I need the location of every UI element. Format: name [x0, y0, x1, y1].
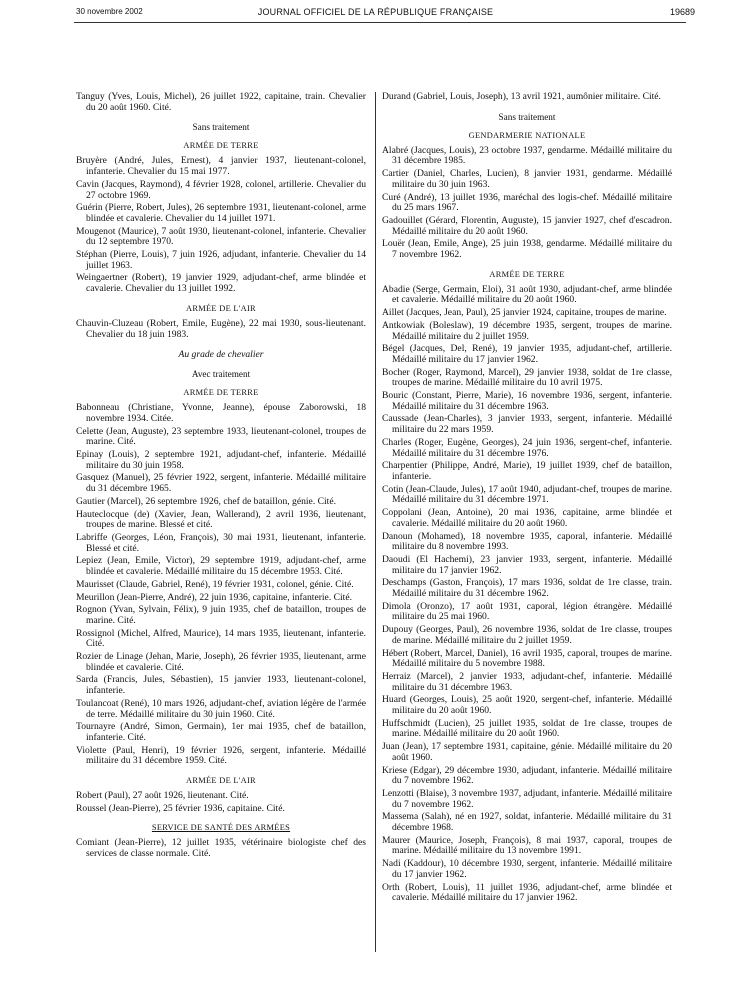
list-item: Nadi (Kaddour), 10 décembre 1930, sergent, infanterie. Médaillé militaire du 17 janvier 1962. [382, 858, 672, 880]
list-item: Abadie (Serge, Germain, Eloi), 31 août 1930, adjudant-chef, arme blindée et cavalerie. Médaillé militaire du 20 août 1960. [382, 283, 672, 306]
list-item: Antkowiak (Boleslaw), 19 décembre 1935, sergent, troupes de marine. Médaillé militaire du 2 juillet 1959. [382, 319, 672, 342]
list-item: Cotin (Jean-Claude, Jules), 17 août 1940, adjudant-chef, troupes de marine. Médaillé militaire du 31 décembre 1971. [382, 483, 672, 506]
list-item: Bocher (Roger, Raymond, Marcel), 29 janvier 1938, soldat de 1re classe, troupes de marine. Médaillé militaire du 10 avril 1975. [382, 366, 672, 389]
list-item: Cavin (Jacques, Raymond), 4 février 1928, colonel, artillerie. Chevalier du 27 octobre 1969. [76, 178, 366, 201]
list-item: Louër (Jean, Emile, Ange), 25 juin 1938, gendarme. Médaillé militaire du 7 novembre 1962. [382, 238, 672, 261]
list-item: Kriese (Edgar), 29 décembre 1930, adjudant, infanterie. Médaillé militaire du 7 novembre 1962. [382, 764, 672, 787]
list-item: Coppolani (Jean, Antoine), 20 mai 1936, capitaine, arme blindée et cavalerie. Médaillé militaire du 20 août 1960. [382, 507, 672, 529]
section-subheading: SERVICE DE SANTÉ DES ARMÉES [151, 823, 291, 833]
list-item: Epinay (Louis), 2 septembre 1921, adjudant-chef, infanterie. Médaillé militaire du 30 juin 1958. [76, 449, 366, 471]
section-subheading: ARMÉE DE TERRE [489, 269, 565, 279]
list-item: Weingaertner (Robert), 19 janvier 1929, adjudant-chef, arme blindée et cavalerie. Chevalier du 13 juillet 1992. [76, 272, 366, 295]
page-header [0, 0, 751, 30]
header-title: JOURNAL OFFICIEL DE LA RÉPUBLIQUE FRANÇAISE [257, 7, 494, 17]
header-date: 30 novembre 2002 [76, 7, 143, 16]
section-subheading: ARMÉE DE L'AIR [186, 303, 256, 313]
list-item: Hauteclocque (de) (Xavier, Jean, Wallerand), 2 avril 1936, lieutenant, troupes de marine. Blessé et cité. [76, 508, 366, 531]
list-item: Maurisset (Claude, Gabriel, René), 19 février 1931, colonel, génie. Cité. [76, 578, 354, 590]
list-item: Toulancoat (René), 10 mars 1926, adjudant-chef, aviation légère de l'armée de terre. Médaillé militaire du 30 juin 1960. Cité. [76, 697, 366, 720]
list-item: Deschamps (Gaston, François), 17 mars 1936, soldat de 1re classe, train. Médaillé militaire du 31 décembre 1962. [382, 577, 672, 600]
list-item: Tournayre (André, Simon, Germain), 1er mai 1935, chef de bataillon, infanterie. Cité. [76, 721, 366, 743]
header-rule [74, 22, 686, 23]
list-item: Gadouillet (Gérard, Florentin, Auguste), 15 janvier 1927, chef d'escadron. Médaillé militaire du 20 août 1960. [382, 214, 672, 237]
list-item: Labriffe (Georges, Léon, François), 30 mai 1931, lieutenant, infanterie. Blessé et cité. [76, 531, 366, 554]
list-item: Charpentier (Philippe, André, Marie), 19 juillet 1939, chef de bataillon, infanterie. [382, 460, 672, 482]
list-item: Hébert (Robert, Marcel, Daniel), 16 avril 1935, caporal, troupes de marine. Médaillé militaire du 5 novembre 1988. [382, 647, 672, 670]
list-item: Danoun (Mohamed), 18 novembre 1935, caporal, infanterie. Médaillé militaire du 8 novembre 1993. [382, 530, 672, 553]
list-item: Dupouy (Georges, Paul), 26 novembre 1936, soldat de 1re classe, troupes de marine. Médaillé militaire du 2 juillet 1959. [382, 624, 672, 646]
right-s1-list [382, 146, 672, 261]
section-heading: Sans traitement [498, 111, 556, 122]
list-item: Huard (Georges, Louis), 25 août 1920, sergent-chef, infanterie. Médaillé militaire du 20 août 1960. [382, 694, 672, 717]
list-item: Meurillon (Jean-Pierre, André), 22 juin 1936, capitaine, infanterie. Cité. [76, 591, 353, 603]
section-heading: Avec traitement [191, 369, 251, 380]
left-intro-list [76, 92, 366, 113]
list-item: Bégel (Jacques, Del, René), 19 janvier 1935, adjudant-chef, artillerie. Médaillé militaire du 17 janvier 1962. [382, 343, 672, 365]
list-item: Massema (Salah), né en 1927, soldat, infanterie. Médaillé militaire du 31 décembre 1968. [382, 811, 672, 834]
list-item: Mougenot (Maurice), 7 août 1930, lieutenant-colonel, infanterie. Chevalier du 12 septembre 1970. [76, 225, 366, 248]
list-item: Tanguy (Yves, Louis, Michel), 26 juillet 1922, capitaine, train. Chevalier du 20 août 1960. Cité. [76, 91, 366, 113]
list-item: Roussel (Jean-Pierre), 25 février 1936, capitaine. Cité. [76, 802, 285, 814]
list-item: Bruyère (André, Jules, Ernest), 4 janvier 1937, lieutenant-colonel, infanterie. Chevalier du 15 mai 1977. [76, 155, 366, 178]
right-s2-list [382, 285, 672, 904]
grade-heading: Au grade de chevalier [178, 349, 264, 361]
left-s3-list [76, 403, 366, 767]
list-item: Celette (Jean, Auguste), 23 septembre 1933, lieutenant-colonel, troupes de marine. Cité. [76, 425, 366, 448]
list-item: Stéphan (Pierre, Louis), 7 juin 1926, adjudant, infanterie. Chevalier du 14 juillet 1963. [76, 249, 366, 271]
list-item: Rognon (Yvan, Sylvain, Félix), 9 juin 1935, chef de bataillon, troupes de marine. Cité. [76, 604, 366, 626]
list-item: Daoudi (El Hachemi), 23 janvier 1933, sergent, infanterie. Médaillé militaire du 17 janvier 1962. [382, 553, 672, 576]
list-item: Durand (Gabriel, Louis, Joseph), 13 avril 1921, aumônier militaire. Cité. [382, 91, 661, 102]
list-item: Juan (Jean), 17 septembre 1931, capitaine, génie. Médaillé militaire du 20 août 1960. [382, 741, 672, 763]
left-s2-list [76, 319, 366, 340]
list-item: Babonneau (Christiane, Yvonne, Jeanne), épouse Zaborowski, 18 novembre 1934. Citée. [76, 402, 366, 424]
list-item: Sarda (Francis, Jules, Sébastien), 15 janvier 1933, lieutenant-colonel, infanterie. [76, 674, 366, 697]
right-intro-list [382, 92, 672, 103]
section-heading: Sans traitement [192, 122, 250, 133]
list-item: Charles (Roger, Eugène, Georges), 24 juin 1936, sergent-chef, infanterie. Médaillé militaire du 31 décembre 1976. [382, 436, 672, 459]
list-item: Huffschmidt (Lucien), 25 juillet 1935, soldat de 1re classe, troupes de marine. Médaillé militaire du 20 août 1960. [382, 717, 672, 740]
list-item: Chauvin-Cluzeau (Robert, Emile, Eugène), 22 mai 1930, sous-lieutenant. Chevalier du 18 juin 1983. [76, 317, 366, 340]
header-page-number: 19689 [669, 7, 695, 17]
list-item: Rossignol (Michel, Alfred, Maurice), 14 mars 1935, lieutenant, infanterie. Cité. [76, 627, 366, 650]
section-subheading: ARMÉE DE TERRE [183, 388, 259, 398]
list-item: Caussade (Jean-Charles), 3 janvier 1933, sergent, infanterie. Médaillé militaire du 22 mars 1959. [382, 413, 672, 436]
list-item: Lepiez (Jean, Emile, Victor), 29 septembre 1919, adjudant-chef, arme blindée et cavalerie. Médaillé militaire du 15 décembre 1953. Cité. [76, 555, 366, 578]
left-s1-list [76, 156, 366, 294]
list-item: Curé (André), 13 juillet 1936, maréchal des logis-chef. Médaillé militaire du 25 mars 1967. [382, 191, 672, 214]
list-item: Dimola (Oronzo), 17 août 1931, caporal, légion étrangère. Médaillé militaire du 25 mai 1960. [382, 600, 672, 623]
list-item: Robert (Paul), 27 août 1926, lieutenant. Cité. [76, 790, 249, 802]
list-item: Comiant (Jean-Pierre), 12 juillet 1935, vétérinaire biologiste chef des services de classe normale. Cité. [76, 837, 366, 860]
list-item: Guérin (Pierre, Robert, Jules), 26 septembre 1931, lieutenant-colonel, arme blindée et cavalerie. Chevalier du 14 juillet 1971. [76, 202, 366, 224]
left-s4-list [76, 791, 366, 814]
list-item: Aillet (Jacques, Jean, Paul), 25 janvier 1924, capitaine, troupes de marine. [382, 307, 667, 319]
left-s5-list [76, 838, 366, 859]
list-item: Gasquez (Manuel), 25 février 1922, sergent, infanterie. Médaillé militaire du 31 décembre 1965. [76, 472, 366, 495]
list-item: Bouric (Constant, Pierre, Marie), 16 novembre 1936, sergent, infanterie. Médaillé militaire du 31 décembre 1963. [382, 390, 672, 412]
right-column [382, 92, 672, 906]
list-item: Cartier (Daniel, Charles, Lucien), 8 janvier 1931, gendarme. Médaillé militaire du 30 juin 1963. [382, 168, 672, 190]
section-subheading: GENDARMERIE NATIONALE [468, 130, 586, 140]
list-item: Herraiz (Marcel), 2 janvier 1933, adjudant-chef, infanterie. Médaillé militaire du 31 décembre 1963. [382, 670, 672, 693]
section-subheading: ARMÉE DE L'AIR [186, 776, 256, 786]
column-divider [375, 92, 376, 952]
list-item: Maurer (Maurice, Joseph, François), 8 mai 1937, caporal, troupes de marine. Médaillé militaire du 13 novembre 1991. [382, 834, 672, 857]
list-item: Lenzotti (Blaise), 3 novembre 1937, adjudant, infanterie. Médaillé militaire du 7 novembre 1962. [382, 787, 672, 810]
list-item: Gautier (Marcel), 26 septembre 1926, chef de bataillon, génie. Cité. [76, 495, 337, 507]
list-item: Alabré (Jacques, Louis), 23 octobre 1937, gendarme. Médaillé militaire du 31 décembre 1985. [382, 144, 672, 167]
list-item: Rozier de Linage (Jehan, Marie, Joseph), 26 février 1935, lieutenant, arme blindée et cavalerie. Cité. [76, 651, 366, 673]
list-item: Orth (Robert, Louis), 11 juillet 1936, adjudant-chef, arme blindée et cavalerie. Médaillé militaire du 17 janvier 1962. [382, 881, 672, 904]
section-subheading: ARMÉE DE TERRE [183, 141, 259, 151]
left-column [76, 92, 366, 862]
list-item: Violette (Paul, Henri), 19 février 1926, sergent, infanterie. Médaillé militaire du 31 décembre 1959. Cité. [76, 744, 366, 767]
